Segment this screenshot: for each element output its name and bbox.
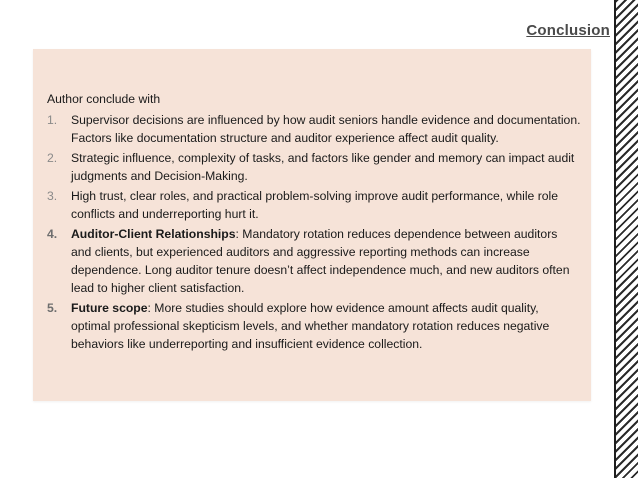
list-number: 1.: [47, 113, 58, 127]
intro-text: Author conclude with: [47, 92, 161, 106]
list-item: [47, 225, 581, 297]
decorative-edge-stripe: [616, 0, 638, 478]
list-item-lead: Auditor-Client Relationships: [71, 227, 236, 241]
list-item-text: Supervisor decisions are influenced by how audit seniors handle evidence and documentation. Factors like documentation structure and auditor experience affect audit quality.: [71, 113, 581, 145]
list-item-text: : More studies should explore how evidence amount affects audit quality, optimal professional skepticism levels, and whether mandatory rotation reduces negative behaviors like underreporting and insufficient evidence collection.: [71, 301, 550, 351]
list-item: [47, 111, 581, 147]
list-number: 5.: [47, 301, 58, 315]
list-item-text: High trust, clear roles, and practical problem-solving improve audit performance, while role conflicts and underreporting hurt it.: [71, 189, 559, 221]
list-item: [47, 187, 581, 223]
list-item: [47, 149, 581, 185]
list-item-text: : Mandatory rotation reduces dependence between auditors and clients, but experienced auditors and aggressive reporting methods can increase dependence. Long auditor tenure doesn’t affect independence much, and new auditors often lead to higher client satisfaction.: [71, 227, 570, 295]
list-item-text: Strategic influence, complexity of tasks, and factors like gender and memory can impact audit judgments and Decision-Making.: [71, 151, 575, 183]
conclusion-content-box: [33, 49, 591, 401]
conclusion-list: [47, 111, 581, 355]
list-item-lead: Future scope: [71, 301, 148, 315]
list-item: [47, 299, 581, 353]
list-number: 3.: [47, 189, 58, 203]
list-number: 2.: [47, 151, 58, 165]
slide-title: Conclusion: [526, 22, 610, 39]
list-number: 4.: [47, 227, 58, 241]
